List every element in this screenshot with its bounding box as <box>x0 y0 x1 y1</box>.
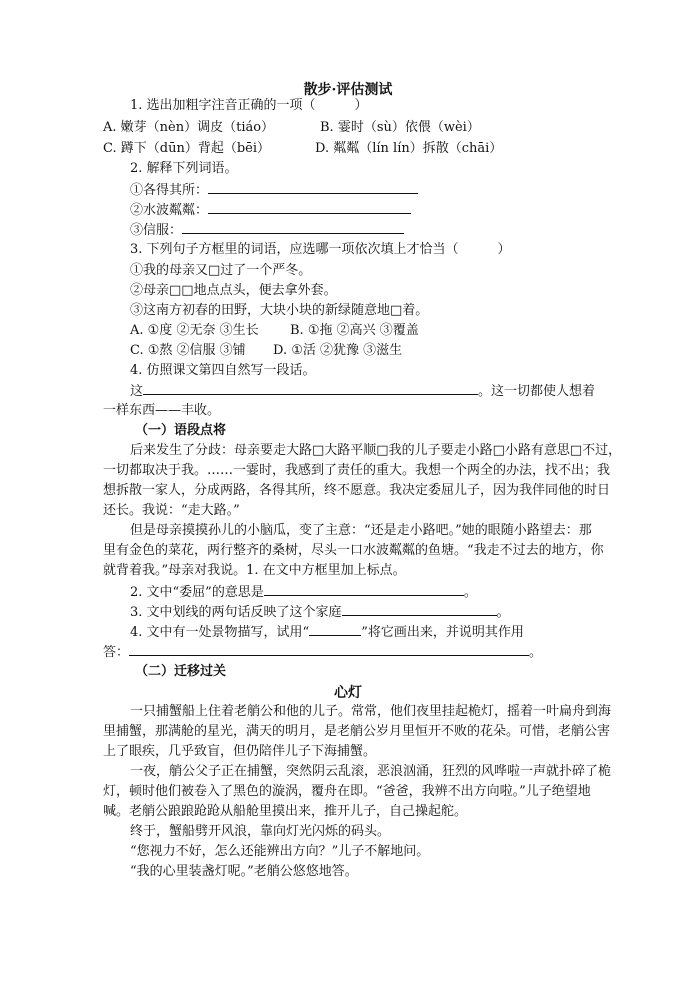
passage-line: 里有金色的菜花，两行整齐的桑树，尽头一口水波粼粼的鱼塘。“我走不过去的地方，你 <box>103 543 604 558</box>
q3-stem: 3. 下列句子方框里的词语，应选哪一项依次填上才恰当（ ） <box>130 242 511 257</box>
q2-stem: 2. 解释下列词语。 <box>130 161 238 176</box>
sub-question-3: 3. 文中划线的两句话反映了这个家庭 。 <box>130 602 625 623</box>
q3-option-c: C. ①熬 ②信服 ③铺 <box>130 343 246 358</box>
q3-sentence-2: ②母亲□□地点点头，便去拿外套。 <box>130 283 337 298</box>
q3-option-b: B. ①拖 ②高兴 ③覆盖 <box>290 323 419 338</box>
q3-option-row-1 <box>130 321 625 341</box>
passage-line: 一切都取决于我。……一霎时，我感到了责任的重大。我想一个两全的办法，找不出；我 <box>103 463 611 478</box>
worksheet-title: 散步·评估测试 <box>303 82 393 98</box>
q4-continuation: 一样东西——丰收。 <box>103 403 221 418</box>
sub-question-2: 2. 文中“委屈”的意思是 。 <box>130 582 625 603</box>
story-title: 心灯 <box>334 685 362 701</box>
answer-blank[interactable] <box>208 180 418 194</box>
q1-option-row-1 <box>103 118 598 138</box>
answer-blank[interactable] <box>129 642 529 656</box>
passage-line: 就背着我。”母亲对我说。1. 在文中方框里加上标点。 <box>103 563 406 578</box>
answer-blank[interactable] <box>143 381 478 395</box>
story-line: 一只捕蟹船上住着老艄公和他的儿子。常常，他们夜里挂起桅灯，摇着一叶扁舟到海 <box>130 704 612 719</box>
story-line: 上了眼疾，几乎致盲，但仍陪伴儿子下海捕蟹。 <box>103 744 377 759</box>
answer-blank[interactable] <box>182 220 404 234</box>
section-heading-2: （二）迁移过关 <box>135 664 227 679</box>
passage-line: 还长。我说：“走大路。” <box>103 503 240 518</box>
q2-item-2: ②水波粼粼： <box>130 200 625 221</box>
q3-option-a: A. ①度 ②无奈 ③生长 <box>130 323 259 338</box>
passage-line: 想拆散一家人，分成两路，各得其所，终不愿意。我决定委屈儿子，因为我伴同他的时日 <box>103 483 611 498</box>
q3-sentence-1: ①我的母亲又□过了一个严冬。 <box>130 263 312 278</box>
q1-stem: 1. 选出加粗字注音正确的一项（ ） <box>130 98 368 113</box>
answer-blank[interactable] <box>309 622 361 636</box>
story-line: “我的心里装盏灯呢。”老艄公悠悠地答。 <box>130 864 358 879</box>
q3-sentence-3: ③这南方初春的田野，大块小块的新绿随意地□着。 <box>130 303 429 318</box>
q1-option-row-2 <box>103 139 598 159</box>
q1-option-b: B. 霎时（sù）依偎（wèi） <box>320 120 480 135</box>
section-heading-1: （一）语段点将 <box>135 423 227 438</box>
passage-line: 后来发生了分歧：母亲要走大路□大路平顺□我的儿子要走小路□小路有意思□不过， <box>130 443 622 458</box>
answer-blank[interactable] <box>342 602 497 616</box>
story-line: 灯，顿时他们被卷入了黑色的漩涡，覆舟在即。“爸爸，我辨不出方向啦。”儿子绝望地 <box>103 784 591 799</box>
q1-option-c: C. 蹲下（dūn）背起（bēi） <box>103 141 270 156</box>
sub-question-4: 4. 文中有一处景物描写，试用“ ”将它画出来，并说明其作用 <box>130 622 625 643</box>
q3-option-row-2 <box>130 341 625 361</box>
story-line: 终于，蟹船劈开风浪，靠向灯光闪烁的码头。 <box>130 824 391 839</box>
answer-blank[interactable] <box>208 200 411 214</box>
q3-option-d: D. ①活 ②犹豫 ③滋生 <box>273 343 403 358</box>
q4-line: 这 。这一切都使人想着 <box>130 381 600 402</box>
story-line: “您视力不好，怎么还能辨出方向？”儿子不解地问。 <box>130 844 430 859</box>
q1-option-d: D. 粼粼（lín lín）拆散（chāi） <box>315 141 503 156</box>
q1-option-a: A. 嫩芽（nèn）调皮（tiáo） <box>103 120 275 135</box>
answer-blank[interactable] <box>264 582 464 596</box>
story-line: 里捕蟹，那满舱的星光，满天的明月，是老艄公岁月里恒开不败的花朵。可惜，老艄公害 <box>103 724 611 739</box>
answer-line: 答： 。 <box>103 642 598 663</box>
story-line: 一夜，艄公父子正在捕蟹，突然阴云乱滚，恶浪汹涌，狂烈的风哗啦一声就扑碎了桅 <box>130 764 612 779</box>
q2-item-3: ③信服： <box>130 220 625 241</box>
q2-item-1: ①各得其所： <box>130 180 625 201</box>
passage-line: 但是母亲摸摸孙儿的小脑瓜，变了主意：“还是走小路吧。”她的眼随小路望去：那 <box>130 523 592 538</box>
q4-stem: 4. 仿照课文第四自然写一段话。 <box>130 363 316 378</box>
story-line: 喊。老艄公踉踉跄跄从船舱里摸出来，推开儿子，自己操起舵。 <box>103 804 468 819</box>
